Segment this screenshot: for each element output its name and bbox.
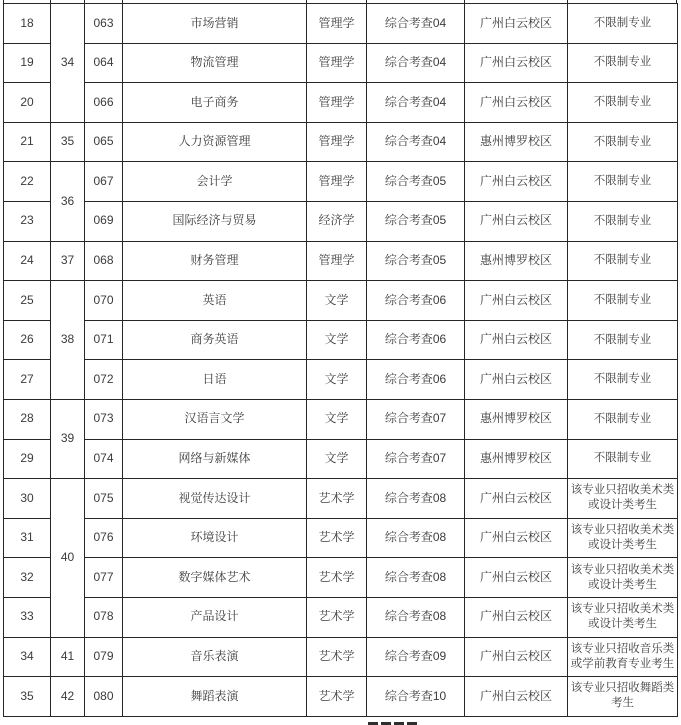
cell-restriction: 不限制专业 bbox=[568, 439, 678, 479]
table-row bbox=[4, 122, 678, 162]
cell-exam: 综合考查05 bbox=[367, 201, 465, 241]
table-row bbox=[4, 4, 678, 44]
cell-discipline: 文学 bbox=[307, 320, 367, 360]
cell-exam: 综合考查06 bbox=[367, 360, 465, 400]
table-row bbox=[4, 162, 678, 202]
cell-discipline: 文学 bbox=[307, 439, 367, 479]
cell-campus: 广州白云校区 bbox=[465, 43, 568, 83]
table-row bbox=[4, 597, 678, 637]
cell-campus: 广州白云校区 bbox=[465, 677, 568, 717]
cell-group: 38 bbox=[51, 281, 85, 400]
cell-campus: 广州白云校区 bbox=[465, 637, 568, 677]
cell-major: 汉语言文学 bbox=[123, 399, 307, 439]
cell-code: 076 bbox=[85, 518, 123, 558]
cell-restriction: 该专业只招收美术类或设计类考生 bbox=[568, 479, 678, 519]
cell-exam: 综合考查08 bbox=[367, 558, 465, 598]
cell-restriction: 不限制专业 bbox=[568, 320, 678, 360]
table-row bbox=[4, 281, 678, 321]
cell-code: 077 bbox=[85, 558, 123, 598]
cell-group: 41 bbox=[51, 637, 85, 677]
cell-campus: 广州白云校区 bbox=[465, 597, 568, 637]
cell-seq: 30 bbox=[4, 479, 51, 519]
cell-major: 国际经济与贸易 bbox=[123, 201, 307, 241]
cell-discipline: 艺术学 bbox=[307, 677, 367, 717]
cell-code: 073 bbox=[85, 399, 123, 439]
cell-restriction: 不限制专业 bbox=[568, 122, 678, 162]
cell-group: 39 bbox=[51, 399, 85, 478]
table-row bbox=[4, 558, 678, 598]
cell-seq: 25 bbox=[4, 281, 51, 321]
table-row bbox=[4, 518, 678, 558]
cell-discipline: 艺术学 bbox=[307, 597, 367, 637]
cell-campus: 广州白云校区 bbox=[465, 558, 568, 598]
cell-major: 音乐表演 bbox=[123, 637, 307, 677]
cell-campus: 广州白云校区 bbox=[465, 83, 568, 123]
cell-discipline: 管理学 bbox=[307, 4, 367, 44]
cell-code: 074 bbox=[85, 439, 123, 479]
cell-seq: 24 bbox=[4, 241, 51, 281]
cell-code: 065 bbox=[85, 122, 123, 162]
cell-major: 舞蹈表演 bbox=[123, 677, 307, 717]
cell-group: 37 bbox=[51, 241, 85, 281]
cell-restriction: 该专业只招收音乐类或学前教育专业考生 bbox=[568, 637, 678, 677]
cell-group: 35 bbox=[51, 122, 85, 162]
cell-exam: 综合考查09 bbox=[367, 637, 465, 677]
cell-discipline: 管理学 bbox=[307, 241, 367, 281]
cell-restriction: 不限制专业 bbox=[568, 4, 678, 44]
cell-campus: 广州白云校区 bbox=[465, 281, 568, 321]
cell-major: 人力资源管理 bbox=[123, 122, 307, 162]
cell-seq: 20 bbox=[4, 83, 51, 123]
table-row bbox=[4, 360, 678, 400]
cell-restriction: 该专业只招收美术类或设计类考生 bbox=[568, 558, 678, 598]
cell-restriction: 该专业只招收美术类或设计类考生 bbox=[568, 597, 678, 637]
table-row bbox=[4, 439, 678, 479]
cell-campus: 惠州博罗校区 bbox=[465, 122, 568, 162]
cell-major: 财务管理 bbox=[123, 241, 307, 281]
cell-code: 079 bbox=[85, 637, 123, 677]
cell-exam: 综合考查08 bbox=[367, 597, 465, 637]
admission-table-body bbox=[4, 4, 678, 717]
cell-discipline: 管理学 bbox=[307, 43, 367, 83]
cell-code: 063 bbox=[85, 4, 123, 44]
cell-major: 会计学 bbox=[123, 162, 307, 202]
cell-code: 064 bbox=[85, 43, 123, 83]
cell-discipline: 文学 bbox=[307, 281, 367, 321]
cell-seq: 34 bbox=[4, 637, 51, 677]
cell-seq: 35 bbox=[4, 677, 51, 717]
table-row bbox=[4, 399, 678, 439]
cell-code: 080 bbox=[85, 677, 123, 717]
cell-campus: 广州白云校区 bbox=[465, 360, 568, 400]
cell-campus: 广州白云校区 bbox=[465, 201, 568, 241]
cell-code: 071 bbox=[85, 320, 123, 360]
cell-seq: 31 bbox=[4, 518, 51, 558]
table-row bbox=[4, 83, 678, 123]
cell-major: 视觉传达设计 bbox=[123, 479, 307, 519]
table-row bbox=[4, 201, 678, 241]
table-row bbox=[4, 479, 678, 519]
cell-discipline: 管理学 bbox=[307, 122, 367, 162]
cell-restriction: 不限制专业 bbox=[568, 162, 678, 202]
cell-group: 42 bbox=[51, 677, 85, 717]
cell-exam: 综合考查07 bbox=[367, 399, 465, 439]
cell-restriction: 该专业只招收舞蹈类考生 bbox=[568, 677, 678, 717]
table-row bbox=[4, 43, 678, 83]
cell-seq: 18 bbox=[4, 4, 51, 44]
cell-exam: 综合考查04 bbox=[367, 43, 465, 83]
cell-code: 072 bbox=[85, 360, 123, 400]
cell-major: 环境设计 bbox=[123, 518, 307, 558]
cell-major: 日语 bbox=[123, 360, 307, 400]
cell-major: 产品设计 bbox=[123, 597, 307, 637]
cell-code: 078 bbox=[85, 597, 123, 637]
cell-major: 物流管理 bbox=[123, 43, 307, 83]
cell-major: 数字媒体艺术 bbox=[123, 558, 307, 598]
cell-seq: 21 bbox=[4, 122, 51, 162]
cell-seq: 26 bbox=[4, 320, 51, 360]
cell-campus: 惠州博罗校区 bbox=[465, 439, 568, 479]
cell-campus: 惠州博罗校区 bbox=[465, 399, 568, 439]
table-row bbox=[4, 637, 678, 677]
cell-exam: 综合考查04 bbox=[367, 83, 465, 123]
cell-restriction: 不限制专业 bbox=[568, 201, 678, 241]
cell-campus: 广州白云校区 bbox=[465, 518, 568, 558]
cell-restriction: 不限制专业 bbox=[568, 241, 678, 281]
cell-exam: 综合考查06 bbox=[367, 281, 465, 321]
cell-exam: 综合考查08 bbox=[367, 479, 465, 519]
cell-seq: 19 bbox=[4, 43, 51, 83]
cell-exam: 综合考查04 bbox=[367, 4, 465, 44]
cell-major: 网络与新媒体 bbox=[123, 439, 307, 479]
cell-discipline: 艺术学 bbox=[307, 518, 367, 558]
cell-seq: 22 bbox=[4, 162, 51, 202]
cell-discipline: 经济学 bbox=[307, 201, 367, 241]
cell-campus: 广州白云校区 bbox=[465, 162, 568, 202]
cell-code: 069 bbox=[85, 201, 123, 241]
cell-restriction: 不限制专业 bbox=[568, 43, 678, 83]
cell-restriction: 不限制专业 bbox=[568, 83, 678, 123]
cell-campus: 广州白云校区 bbox=[465, 479, 568, 519]
cell-discipline: 管理学 bbox=[307, 83, 367, 123]
cell-exam: 综合考查04 bbox=[367, 122, 465, 162]
cell-code: 070 bbox=[85, 281, 123, 321]
cell-discipline: 艺术学 bbox=[307, 637, 367, 677]
cell-discipline: 文学 bbox=[307, 399, 367, 439]
cell-code: 075 bbox=[85, 479, 123, 519]
cell-seq: 27 bbox=[4, 360, 51, 400]
cell-seq: 33 bbox=[4, 597, 51, 637]
table-row bbox=[4, 320, 678, 360]
table-row bbox=[4, 241, 678, 281]
cell-exam: 综合考查10 bbox=[367, 677, 465, 717]
cell-restriction: 不限制专业 bbox=[568, 399, 678, 439]
cell-seq: 23 bbox=[4, 201, 51, 241]
cell-major: 商务英语 bbox=[123, 320, 307, 360]
cell-discipline: 艺术学 bbox=[307, 558, 367, 598]
cell-exam: 综合考查05 bbox=[367, 162, 465, 202]
cell-group: 34 bbox=[51, 4, 85, 123]
cell-discipline: 管理学 bbox=[307, 162, 367, 202]
cell-code: 067 bbox=[85, 162, 123, 202]
cell-restriction: 该专业只招收美术类或设计类考生 bbox=[568, 518, 678, 558]
cell-major: 电子商务 bbox=[123, 83, 307, 123]
cell-restriction: 不限制专业 bbox=[568, 360, 678, 400]
table-row bbox=[4, 677, 678, 717]
cell-exam: 综合考查05 bbox=[367, 241, 465, 281]
cell-campus: 广州白云校区 bbox=[465, 4, 568, 44]
cell-seq: 29 bbox=[4, 439, 51, 479]
cell-restriction: 不限制专业 bbox=[568, 281, 678, 321]
cell-exam: 综合考查08 bbox=[367, 518, 465, 558]
cell-seq: 32 bbox=[4, 558, 51, 598]
admission-table bbox=[3, 3, 678, 717]
cell-campus: 广州白云校区 bbox=[465, 320, 568, 360]
cell-exam: 综合考查07 bbox=[367, 439, 465, 479]
cell-code: 066 bbox=[85, 83, 123, 123]
cell-group: 40 bbox=[51, 479, 85, 637]
cell-exam: 综合考查06 bbox=[367, 320, 465, 360]
cell-discipline: 艺术学 bbox=[307, 479, 367, 519]
cell-campus: 惠州博罗校区 bbox=[465, 241, 568, 281]
cell-group: 36 bbox=[51, 162, 85, 241]
cell-code: 068 bbox=[85, 241, 123, 281]
cell-major: 市场营销 bbox=[123, 4, 307, 44]
cell-discipline: 文学 bbox=[307, 360, 367, 400]
cell-major: 英语 bbox=[123, 281, 307, 321]
cell-seq: 28 bbox=[4, 399, 51, 439]
